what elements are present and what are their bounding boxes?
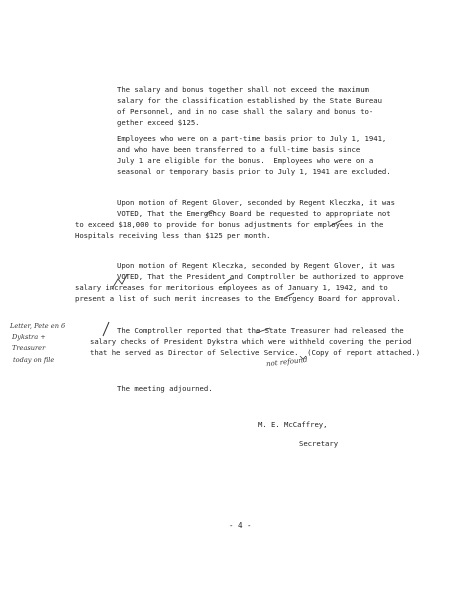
pen-mark-slash — [103, 322, 109, 336]
para-comptroller-report-line-2: salary checks of President Dykstra which were withheld covering the period — [90, 337, 412, 346]
para-glover-motion-line-4: Hospitals receiving less than $125 per month. — [75, 231, 271, 240]
para-kleczka-motion-line-4: present a list of such merit increases to the Emergency Board for approval. — [75, 294, 401, 303]
para-part-time-line-3: July 1 are eligible for the bonus. Employees who were on a — [117, 156, 374, 165]
para-salary-limit-line-2: salary for the classification established by the State Bureau — [117, 96, 382, 105]
para-salary-limit-line-3: of Personnel, and in no case shall the salary and bonus to- — [117, 107, 374, 116]
para-comptroller-report-line-3: that he served as Director of Selective Service. (Copy of report attached.) — [90, 348, 421, 357]
para-kleczka-motion-line-1: Upon motion of Regent Kleczka, seconded by Regent Glover, it was — [117, 261, 395, 270]
para-salary-limit-line-1: The salary and bonus together shall not exceed the maximum — [117, 85, 369, 94]
margin-note-line-2: Dykstra + — [12, 333, 46, 341]
para-salary-limit-line-4: gether exceed $125. — [117, 118, 200, 127]
margin-note-line-3: Treasurer — [12, 344, 46, 352]
para-part-time-line-4: seasonal or temporary basis prior to July 1, 1941 are excluded. — [117, 167, 391, 176]
margin-note-line-1: Letter, Pete en 6 — [10, 322, 66, 330]
inline-handwritten-note: not refound — [265, 355, 308, 369]
page-number: - 4 - — [229, 521, 252, 530]
para-glover-motion-line-3: to exceed $18,000 to provide for bonus adjustments for employees in the — [75, 220, 384, 229]
para-part-time-line-2: and who have been transferred to a full-time basis since — [117, 145, 361, 154]
para-glover-motion-line-2: VOTED, That the Emergency Board be requested to appropriate not — [117, 209, 391, 218]
para-part-time-line-1: Employees who were on a part-time basis prior to July 1, 1941, — [117, 134, 387, 143]
signature-name: M. E. McCaffrey, — [258, 420, 328, 429]
para-comptroller-report-line-1: The Comptroller reported that the State Treasurer had released the — [117, 326, 404, 335]
margin-note-line-4: today on file — [13, 356, 55, 364]
para-kleczka-motion-line-2: VOTED, That the President and Comptroller be authorized to approve — [117, 272, 404, 281]
signature-title: Secretary — [299, 439, 339, 448]
para-kleczka-motion-line-3: salary increases for meritorious employees as of January 1, 1942, and to — [75, 283, 388, 292]
para-glover-motion-line-1: Upon motion of Regent Glover, seconded by Regent Kleczka, it was — [117, 198, 395, 207]
para-adjourned: The meeting adjourned. — [117, 384, 213, 393]
